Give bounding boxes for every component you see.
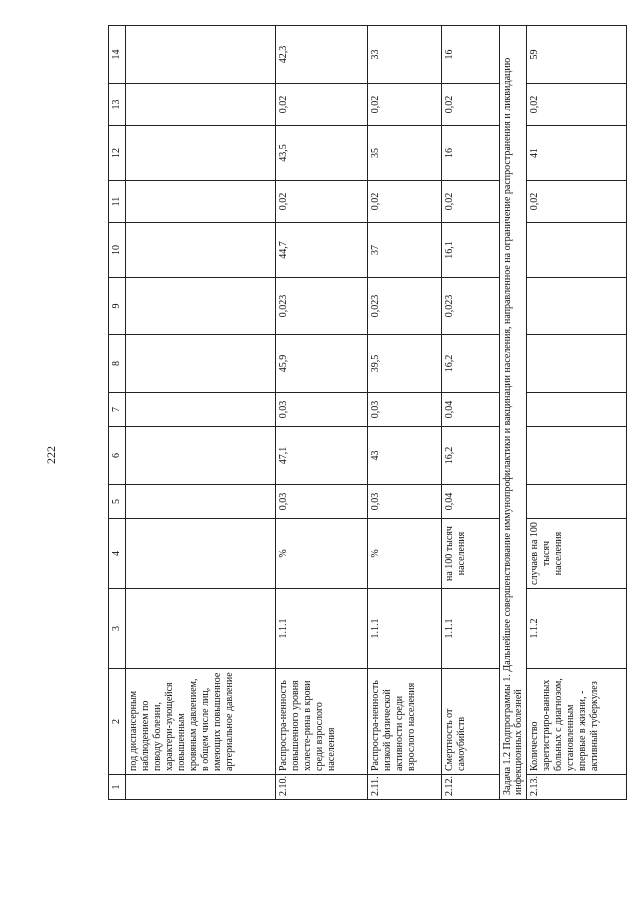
header-cell: 4 — [109, 519, 126, 589]
table-cell — [527, 485, 627, 519]
table-cell — [527, 335, 627, 393]
table-cell: 37 — [368, 223, 442, 278]
table-cell: 0,02 — [368, 84, 442, 126]
table-cell: 16 — [442, 126, 500, 181]
header-cell: 8 — [109, 335, 126, 393]
table-cell: % — [276, 519, 368, 589]
table-cell — [527, 393, 627, 427]
table-cell: 0,02 — [442, 84, 500, 126]
table-cell: Смертность от самоубийств — [442, 669, 500, 775]
table-cell: 0,04 — [442, 485, 500, 519]
table-cell: 0,02 — [442, 181, 500, 223]
table-cell: 0,03 — [276, 485, 368, 519]
table-cell — [126, 223, 276, 278]
table-cell: 1.1.1 — [442, 589, 500, 669]
table-cell: 35 — [368, 126, 442, 181]
table-cell: под диспансерным наблюдением по поводу болезни, характери-зующейся повышенным кровяным давлением, в общем числе лиц, имеющих повышенное артериальное давление — [126, 669, 276, 775]
header-cell: 13 — [109, 84, 126, 126]
header-cell: 11 — [109, 181, 126, 223]
header-cell: 9 — [109, 278, 126, 335]
table-cell: Количество зарегистриро-ванных больных с диагнозом, установленным впервые в жизни, - активный туберкулез — [527, 669, 627, 775]
table-cell: 0,04 — [442, 393, 500, 427]
table-cell: 0,023 — [368, 278, 442, 335]
table-cell: 1.1.2 — [527, 589, 627, 669]
table-cell: 2.13. — [527, 775, 627, 800]
table-cell — [527, 427, 627, 485]
table-cell: % — [368, 519, 442, 589]
header-cell: 7 — [109, 393, 126, 427]
table-cell: 2.12. — [442, 775, 500, 800]
table-header-row — [109, 26, 126, 800]
table-cell — [527, 223, 627, 278]
table-cell: 0,02 — [368, 181, 442, 223]
header-cell: 14 — [109, 26, 126, 84]
table-cell: 0,02 — [276, 181, 368, 223]
table-cell: 0,023 — [276, 278, 368, 335]
table-cell: 16,1 — [442, 223, 500, 278]
table-cell: 2.10. — [276, 775, 368, 800]
table-cell: 0,03 — [368, 393, 442, 427]
table-row — [368, 26, 442, 800]
table-cell: 1.1.1 — [368, 589, 442, 669]
table-cell — [126, 393, 276, 427]
header-cell: 10 — [109, 223, 126, 278]
table-cell: 0,02 — [276, 84, 368, 126]
table-cell — [527, 278, 627, 335]
table-cell — [126, 26, 276, 84]
table-cell — [126, 278, 276, 335]
table-row — [126, 26, 276, 800]
page-number: 222 — [44, 446, 58, 464]
header-cell: 5 — [109, 485, 126, 519]
table-cell: 39,5 — [368, 335, 442, 393]
rotated-table-container — [108, 26, 608, 800]
table-cell: 43 — [368, 427, 442, 485]
table-cell: 2.11. — [368, 775, 442, 800]
header-cell: 6 — [109, 427, 126, 485]
table-cell: на 100 тысяч населения — [442, 519, 500, 589]
table-cell: 0,023 — [442, 278, 500, 335]
table-cell: 0,03 — [368, 485, 442, 519]
table-cell — [126, 589, 276, 669]
table-cell: 16,2 — [442, 427, 500, 485]
table-cell: Распростра-ненность низкой физической активности среди взрослого населения — [368, 669, 442, 775]
table-cell — [126, 84, 276, 126]
table-cell: 43,5 — [276, 126, 368, 181]
header-cell: 2 — [109, 669, 126, 775]
table-cell: 33 — [368, 26, 442, 84]
table-cell: 16,2 — [442, 335, 500, 393]
table-cell: 0,02 — [527, 84, 627, 126]
task-heading-row — [500, 26, 527, 800]
table-cell — [126, 126, 276, 181]
table-cell: 42,3 — [276, 26, 368, 84]
table-cell — [126, 181, 276, 223]
table-cell — [126, 775, 276, 800]
table-cell: 1.1.1 — [276, 589, 368, 669]
indicator-table — [108, 25, 627, 800]
header-cell: 12 — [109, 126, 126, 181]
table-cell: 59 — [527, 26, 627, 84]
table-row — [442, 26, 500, 800]
table-cell: 41 — [527, 126, 627, 181]
table-cell: 16 — [442, 26, 500, 84]
table-cell: 45,9 — [276, 335, 368, 393]
table-cell — [126, 485, 276, 519]
table-cell — [126, 519, 276, 589]
table-cell: 44,7 — [276, 223, 368, 278]
table-cell: 47,1 — [276, 427, 368, 485]
table-cell: Распростра-ненность повышенного уровня холесте-рина в крови среди взрослого населения — [276, 669, 368, 775]
table-cell — [126, 427, 276, 485]
header-cell: 1 — [109, 775, 126, 800]
table-cell: 0,03 — [276, 393, 368, 427]
table-cell: 0,02 — [527, 181, 627, 223]
header-cell: 3 — [109, 589, 126, 669]
task-heading: Задача 1.2 Подпрограммы 1. Дальнейшее совершенствование иммунопрофилактики и вакцинации населения, направленное на ограничение распространения и ликвидацию инфекционных болезней — [500, 26, 527, 800]
table-row — [527, 26, 627, 800]
table-cell — [126, 335, 276, 393]
table-cell: случаев на 100 тысяч населения — [527, 519, 627, 589]
table-row — [276, 26, 368, 800]
